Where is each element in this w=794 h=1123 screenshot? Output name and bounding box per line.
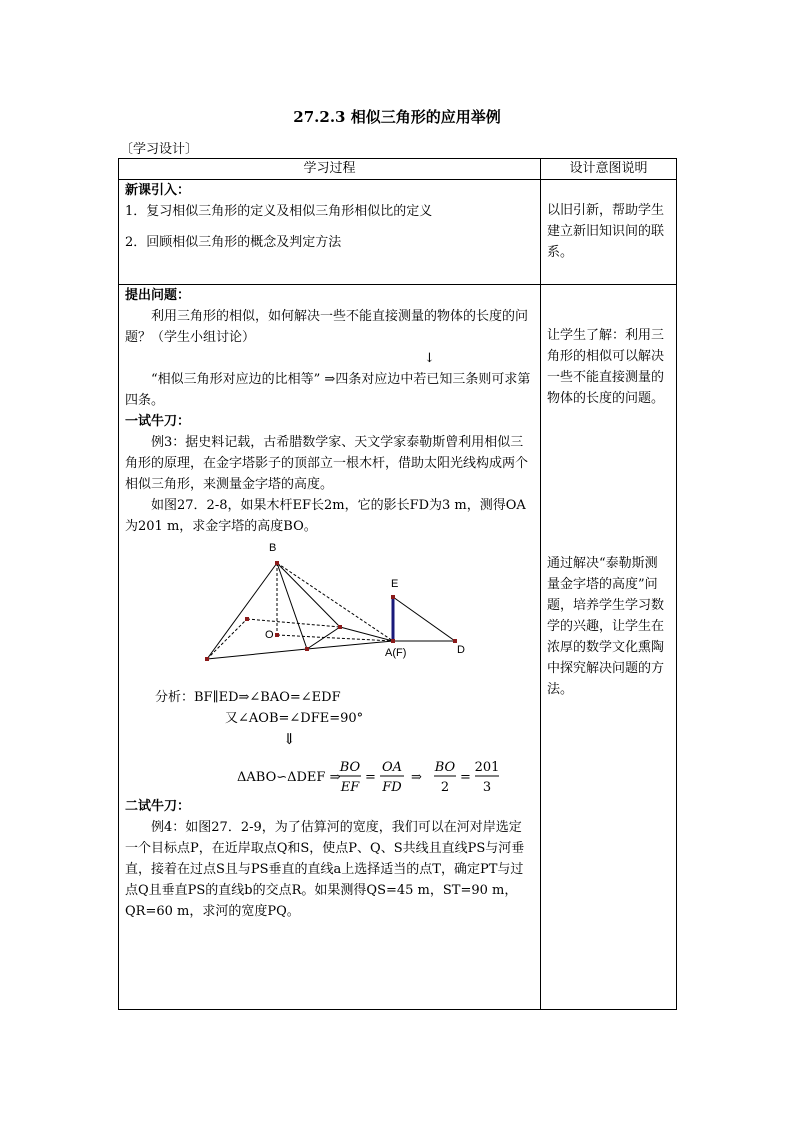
- label-D: D: [457, 644, 465, 656]
- down-arrow-text: ↓: [424, 351, 435, 366]
- analysis-line-1: 分析：BF∥ED⇒∠BAO=∠EDF: [155, 690, 341, 705]
- section-subtitle: 〔学习设计〕: [120, 142, 199, 157]
- implies-down-arrow: ⇓: [283, 730, 296, 748]
- point-O: [275, 633, 279, 637]
- problem-heading: 提出问题：: [125, 288, 191, 303]
- example-3-text: 例3：据史料记载，古希腊数学家、天文学家泰勒斯曾利用相似三角形的原理，在金字塔影子的顶部立一根木杆，借助太阳光线构成两个相似三角形，来测量金字塔的高度。: [125, 435, 529, 492]
- trial-1-heading: 一试牛刀：: [125, 414, 191, 429]
- label-O: O: [265, 629, 274, 641]
- formula-svg: [237, 756, 537, 796]
- header-intent: 设计意图说明: [541, 159, 677, 180]
- frac4-num: 201: [474, 760, 500, 775]
- example-4-text: 例4：如图27．2-9，为了估算河的宽度，我们可以在河对岸选定一个目标点P，在近岸取点Q和S，使点P、Q、S共线且直线PS与河垂直，接着在过点S且与PS垂直的直线a上选择适当的点T，确定PT与过点Q且垂直PS的直线b的交点R。如果测得QS=45 m，ST=90 m，QR=60 m，求河的宽度PQ。: [125, 820, 525, 919]
- frac2-den: FD: [382, 780, 402, 795]
- implies-2: ⇒: [411, 770, 422, 785]
- frac2-num: OA: [381, 760, 403, 775]
- point-base-front: [305, 647, 309, 651]
- point-base-back: [245, 617, 249, 621]
- problem-cell: [119, 285, 541, 1010]
- frac3-den: 2: [440, 780, 450, 795]
- trial-2-heading: 二试牛刀：: [125, 799, 191, 814]
- point-D: [453, 639, 457, 643]
- similarity-formula: [237, 756, 534, 796]
- point-B: [275, 561, 279, 565]
- frac1-den: EF: [340, 780, 360, 795]
- problem-text: 利用三角形的相似，如何解决一些不能直接测量的物体的长度的问题？（学生小组讨论）: [125, 309, 529, 345]
- label-E: E: [391, 578, 399, 590]
- analysis-line-2: 又∠AOB=∠DFE=90°: [225, 711, 364, 726]
- pyramid-diagram: [195, 537, 485, 687]
- point-E: [391, 595, 395, 599]
- thales-note: 通过解决“泰勒斯测量金字塔的高度”问题，培养学生学习数学的兴趣，让学生在浓厚的数学文化熏陶中探究解决问题的方法。: [547, 556, 665, 697]
- lesson-table: [118, 158, 677, 1010]
- example-3-data: 如图27．2-8，如果木杆EF长2m，它的影长FD为3 m，测得OA为201 m，求金字塔的高度BO。: [125, 498, 526, 534]
- problem-note-cell: [541, 285, 677, 1010]
- intro-note: 以旧引新，帮助学生建立新旧知识间的联系。: [547, 203, 665, 260]
- label-B: B: [269, 542, 277, 554]
- frac3-num: BO: [434, 760, 456, 775]
- point-base-right: [338, 625, 342, 629]
- point-base-left: [205, 657, 209, 661]
- intro-heading: 新课引入：: [125, 183, 191, 198]
- header-process: 学习过程: [119, 159, 541, 180]
- page-title: 27.2.3 相似三角形的应用举例: [293, 108, 501, 126]
- label-AF: A(F): [385, 647, 407, 659]
- intro-item-1: 1．复习相似三角形的定义及相似三角形相似比的定义: [125, 204, 433, 219]
- ratio-text: “相似三角形对应边的比相等” ⇒四条对应边中若已知三条则可求第四条。: [125, 372, 531, 408]
- eq-1: =: [365, 770, 376, 785]
- frac1-num: BO: [339, 760, 361, 775]
- pyramid-figure: [125, 537, 534, 687]
- frac4-den: 3: [482, 780, 492, 795]
- intro-note-cell: [541, 180, 677, 285]
- eq-2: =: [460, 770, 471, 785]
- formula-lhs: ΔABO∽ΔDEF ⇒: [237, 770, 341, 785]
- point-A: [391, 639, 395, 643]
- intro-cell: [119, 180, 541, 285]
- intro-item-2: 2．回顾相似三角形的概念及判定方法: [125, 235, 342, 250]
- problem-note: 让学生了解：利用三角形的相似可以解决一些不能直接测量的物体的长度的问题。: [547, 328, 665, 406]
